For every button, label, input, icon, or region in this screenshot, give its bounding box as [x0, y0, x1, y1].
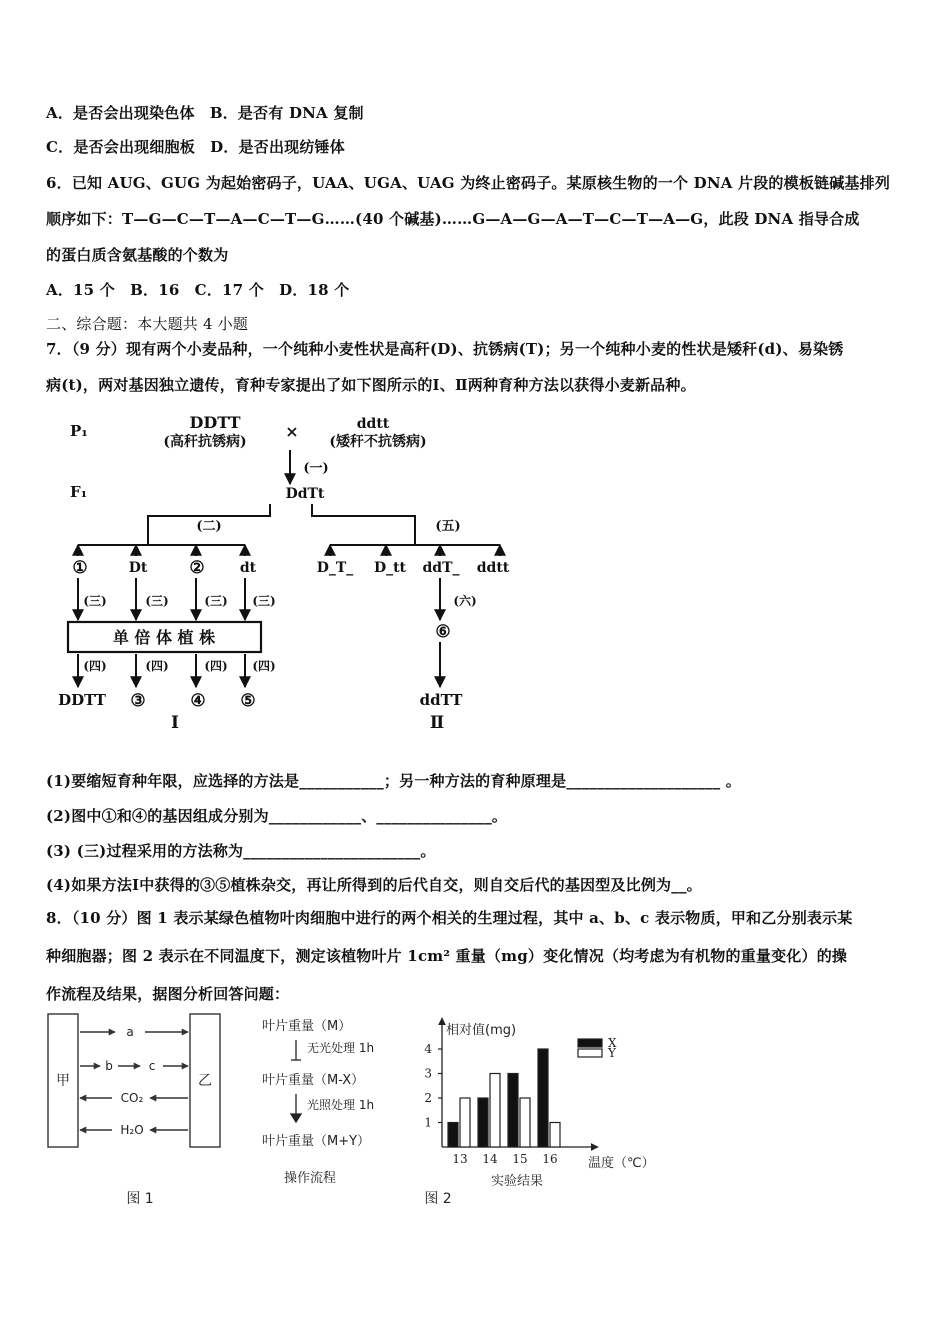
bar-Y-13 — [460, 1098, 470, 1147]
f2-genotype-4: ddtt — [476, 560, 510, 576]
legend-label-Y: Y — [608, 1046, 616, 1060]
p1-label: P₁ — [70, 422, 88, 440]
leaf-weight-m: 叶片重量（M） — [262, 1019, 352, 1034]
figure-1-organelles — [40, 1005, 240, 1210]
method-1-label: Ⅰ — [171, 713, 179, 733]
gamete-dt-lower: dt — [239, 560, 257, 576]
x-tick-label-16: 16 — [542, 1152, 558, 1166]
substance-a: a — [126, 1025, 134, 1039]
f2-genotype-1: D_T_ — [316, 560, 354, 576]
legend-swatch-Y — [578, 1049, 602, 1057]
bar-X-15 — [508, 1074, 518, 1148]
question-8-line-1: 8．（10 分）图 1 表示某绿色植物叶肉细胞中进行的两个相关的生理过程，其中 a、b、c 表示物质，甲和乙分别表示某 — [46, 909, 853, 927]
bar-X-13 — [448, 1123, 458, 1148]
step-3-label-2: (三) — [145, 594, 169, 608]
breeding-diagram — [55, 410, 525, 735]
parent1-phenotype: (高秆抗锈病) — [163, 434, 247, 450]
step-3-label-1: (三) — [83, 594, 107, 608]
y-tick-label-1: 1 — [424, 1115, 432, 1130]
question-6-options: A．15 个 B．16 C．17 个 D．18 个 — [46, 281, 350, 299]
leaf-weight-m-y: 叶片重量（M+Y） — [262, 1134, 371, 1149]
method-2-label: Ⅱ — [429, 713, 445, 733]
figure-1-caption: 图 1 — [126, 1191, 154, 1207]
step-4-label-3: (四) — [204, 659, 228, 673]
step-3-label-4: (三) — [252, 594, 276, 608]
product-ddtt-2: ddTT — [419, 691, 463, 709]
y-axis-label: 相对值(mg) — [446, 1023, 517, 1038]
question-6-line-3: 的蛋白质含氨基酸的个数为 — [46, 246, 229, 264]
flow-caption: 操作流程 — [283, 1171, 337, 1186]
operation-flow — [255, 1010, 405, 1190]
section-heading: 二、综合题：本大题共 4 小题 — [46, 315, 249, 333]
option-line-cd: C．是否会出现细胞板 D．是否出现纺锤体 — [46, 138, 345, 156]
product-3: ③ — [130, 691, 146, 711]
light-treatment: 光照处理 1h — [307, 1098, 375, 1112]
dark-treatment: 无光处理 1h — [307, 1041, 375, 1055]
question-7-line-1: 7．（9 分）现有两个小麦品种，一个纯种小麦性状是高秆(D)、抗锈病(T)；另一个纯种小麦的性状是矮秆(d)、易染锈 — [46, 340, 844, 358]
haploid-plant-box: 单 倍 体 植 株 — [112, 628, 216, 647]
product-5: ⑤ — [240, 691, 256, 711]
chart-caption: 实验结果 — [490, 1174, 544, 1189]
step-5-label: (五) — [435, 519, 461, 534]
step-1-label: (一) — [303, 461, 329, 476]
x-axis-label: 温度（℃） — [588, 1156, 655, 1171]
bar-X-14 — [478, 1098, 488, 1147]
y-tick-label-4: 4 — [424, 1042, 432, 1056]
legend-swatch-X — [578, 1039, 602, 1047]
f1-label: F₁ — [70, 483, 88, 501]
h2o-label: H₂O — [120, 1123, 144, 1137]
question-6-line-2: 顺序如下：T—G—C—T—A—C—T—G……(40 个碱基)……G—A—G—A—T—C—T—A—G，此段 DNA 指导合成 — [46, 210, 860, 228]
option-line-ab: A．是否会出现染色体 B．是否有 DNA 复制 — [46, 104, 364, 122]
step-6-label: (六) — [453, 594, 477, 608]
bar-Y-14 — [490, 1074, 500, 1148]
f1-genotype: DdTt — [285, 486, 325, 502]
y-tick-label-3: 3 — [424, 1066, 432, 1081]
subquestion-2: (2)图中①和④的基因组成分别为____________、_______________。 — [46, 807, 508, 825]
organelle-yi: 乙 — [198, 1073, 212, 1089]
x-tick-label-14: 14 — [482, 1152, 498, 1166]
x-tick-label-15: 15 — [512, 1152, 528, 1166]
legend-label-X: X — [608, 1036, 617, 1050]
bar-X-16 — [538, 1049, 548, 1147]
bar-Y-16 — [550, 1123, 560, 1148]
bar-Y-15 — [520, 1098, 530, 1147]
co2-label: CO₂ — [120, 1091, 144, 1105]
subquestion-1: (1)要缩短育种年限，应选择的方法是___________；另一种方法的育种原理是____________________ 。 — [46, 772, 741, 790]
question-6-line-1: 6．已知 AUG、GUG 为起始密码子，UAA、UGA、UAG 为终止密码子。某原核生物的一个 DNA 片段的模板链碱基排列 — [46, 174, 891, 192]
subquestion-3: (3) (三)过程采用的方法称为_______________________。 — [46, 842, 436, 860]
parent1-genotype: DDTT — [189, 413, 241, 432]
question-7-line-2: 病(t)，两对基因独立遗传，育种专家提出了如下图所示的Ⅰ、Ⅱ两种育种方法以获得小麦新品种。 — [46, 376, 696, 394]
step-4-label-4: (四) — [252, 659, 276, 673]
organelle-jia: 甲 — [56, 1073, 70, 1089]
intermediate-6: ⑥ — [435, 622, 451, 642]
y-tick-label-2: 2 — [424, 1091, 432, 1105]
gamete-1: ① — [72, 558, 88, 578]
subquestion-4: (4)如果方法Ⅰ中获得的③⑤植株杂交，再让所得到的后代自交，则自交后代的基因型及比例为__。 — [46, 876, 702, 894]
step-2-label: (二) — [196, 519, 222, 534]
gamete-2: ② — [189, 558, 205, 578]
question-8-line-3: 作流程及结果，据图分析回答问题： — [46, 985, 290, 1003]
parent2-genotype: ddtt — [356, 416, 390, 432]
product-4: ④ — [190, 691, 206, 711]
leaf-weight-m-x: 叶片重量（M-X） — [262, 1073, 365, 1088]
question-8-line-2: 种细胞器；图 2 表示在不同温度下，测定该植物叶片 1cm² 重量（mg）变化情况（均考虑为有机物的重量变化）的操 — [46, 947, 848, 965]
step-3-label-3: (三) — [204, 594, 228, 608]
substance-c: c — [148, 1059, 156, 1073]
figure-2-caption: 图 2 — [424, 1191, 452, 1207]
parent2-phenotype: (矮秆不抗锈病) — [329, 434, 427, 450]
x-tick-label-13: 13 — [452, 1152, 468, 1166]
substance-b: b — [105, 1059, 113, 1073]
step-4-label-1: (四) — [83, 659, 107, 673]
gamete-dt-upper: Dt — [128, 560, 148, 576]
product-ddtt-1: DDTT — [58, 691, 106, 709]
step-4-label-2: (四) — [145, 659, 169, 673]
f2-genotype-3: ddT_ — [422, 560, 460, 576]
cross-symbol: × — [285, 422, 299, 441]
f2-genotype-2: D_tt — [373, 560, 407, 576]
figure-2-bar-chart — [415, 1005, 665, 1210]
